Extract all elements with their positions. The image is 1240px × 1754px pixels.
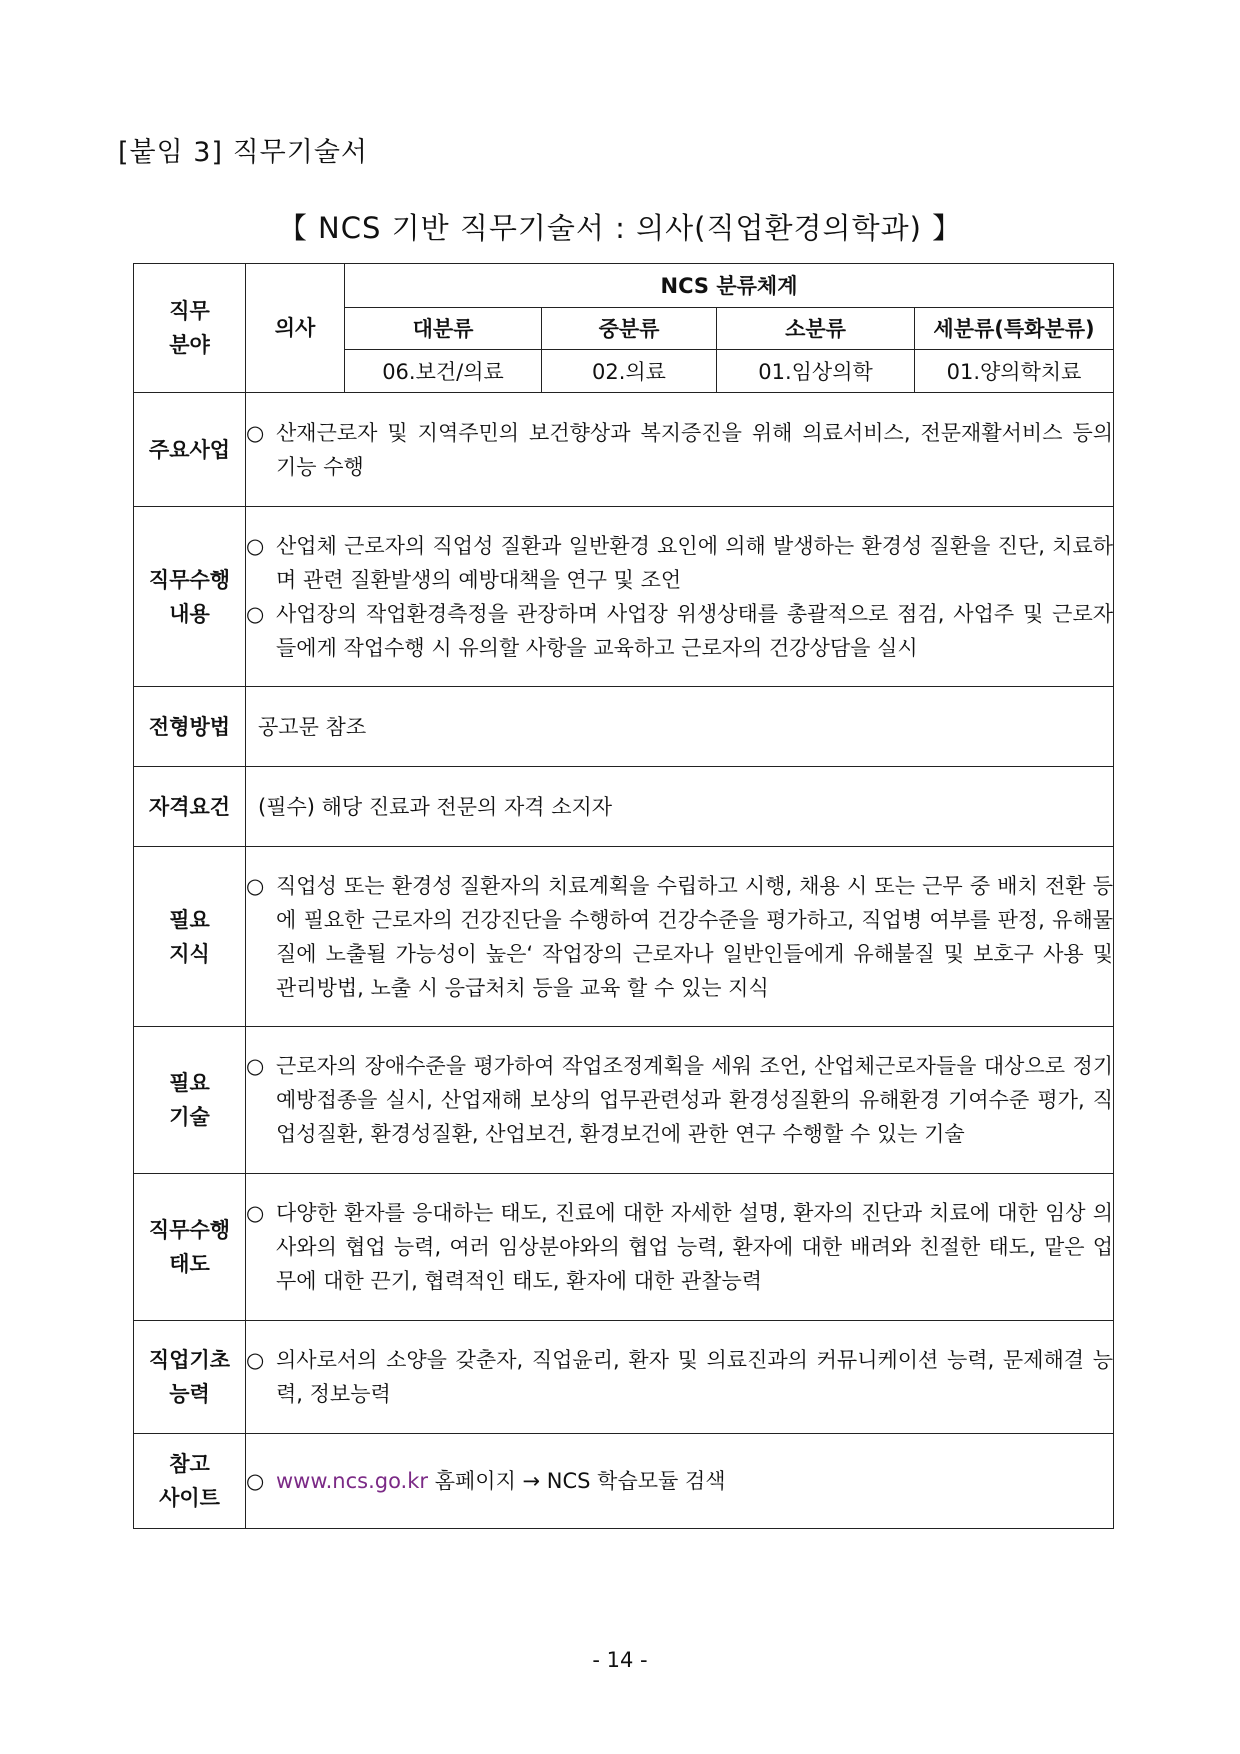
row-label-qualification: 자격요건 [134, 767, 246, 847]
row-label-reference: 참고 사이트 [134, 1434, 246, 1529]
value-detail: 01.양의학치료 [915, 350, 1114, 393]
ncs-site-link[interactable]: www.ncs.go.kr [276, 1469, 429, 1493]
list-item: ○ 근로자의 장애수준을 평가하여 작업조정계획을 세워 조언, 산업체근로자들을 대상으로 정기예방접종을 실시, 산업재해 보상의 업무관련성과 환경성질환의 유해환경 기여수준 평가, 직업성질환, 환경성질환, 산업보건, 환경보건에 관한 연구 수행할 수 있는 기술 [246, 1054, 1114, 1146]
column-middle: 중분류 [542, 308, 717, 350]
row-label-skills: 필요 기술 [134, 1027, 246, 1174]
knowledge-content [246, 847, 1114, 1027]
row-label-attitude: 직무수행 태도 [134, 1174, 246, 1321]
duties-content [246, 507, 1114, 687]
main-business-content [246, 393, 1114, 507]
reference-text: 홈페이지 → NCS 학습모듈 검색 [428, 1469, 726, 1493]
job-description-table [133, 263, 1114, 1529]
basic-competency-content [246, 1321, 1114, 1434]
list-item: ○ 의사로서의 소양을 갖춘자, 직업윤리, 환자 및 의료진과의 커뮤니케이션 능력, 문제해결 능력, 정보능력 [246, 1348, 1114, 1406]
value-minor: 01.임상의학 [717, 350, 915, 393]
column-major: 대분류 [345, 308, 542, 350]
value-major: 06.보건/의료 [345, 350, 542, 393]
skills-content [246, 1027, 1114, 1174]
reference-content [246, 1434, 1114, 1529]
list-item: ○ 직업성 또는 환경성 질환자의 치료계획을 수립하고 시행, 채용 시 또는 근무 중 배치 전환 등에 필요한 근로자의 건강진단을 수행하여 건강수준을 평가하고, 직업병 여부를 판정, 유해물질에 노출될 가능성이 높은‘ 작업장의 근로자나 일반인들에게 유해불질 및 보호구 사용 및 관리방법, 노출 시 응급처치 등을 교육 할 수 있는 지식 [246, 873, 1114, 1000]
ncs-system-header: NCS 분류체계 [345, 264, 1114, 308]
qualification-content: (필수) 해당 진료과 전문의 자격 소지자 [246, 767, 1114, 847]
attachment-label: [붙임 3] 직무기술서 [118, 137, 368, 168]
list-item: ○ www.ncs.go.kr 홈페이지 → NCS 학습모듈 검색 [246, 1469, 726, 1493]
row-label-selection: 전형방법 [134, 687, 246, 767]
list-item: ○ 사업장의 작업환경측정을 관장하며 사업장 위생상태를 총괄적으로 점검, 사업주 및 근로자들에게 작업수행 시 유의할 사항을 교육하고 근로자의 건강상담을 실시 [246, 601, 1114, 660]
job-field-label: 직무 분야 [134, 264, 246, 393]
list-item: ○ 산재근로자 및 지역주민의 보건향상과 복지증진을 위해 의료서비스, 전문재활서비스 등의 기능 수행 [246, 420, 1114, 479]
row-label-duties: 직무수행 내용 [134, 507, 246, 687]
document-title: 【 NCS 기반 직무기술서 : 의사(직업환경의학과) 】 [277, 211, 963, 245]
list-item: ○ 다양한 환자를 응대하는 태도, 진료에 대한 자세한 설명, 환자의 진단과 치료에 대한 임상 의사와의 협업 능력, 여러 임상분야와의 협업 능력, 환자에 대한 배려와 친절한 태도, 맡은 업무에 대한 끈기, 협력적인 태도, 환자에 대한 관찰능력 [246, 1201, 1114, 1293]
row-label-main-business: 주요사업 [134, 393, 246, 507]
column-minor: 소분류 [717, 308, 915, 350]
job-title: 의사 [246, 264, 345, 393]
row-label-basic-competency: 직업기초 능력 [134, 1321, 246, 1434]
value-middle: 02.의료 [542, 350, 717, 393]
page-number: - 14 - [592, 1648, 648, 1672]
row-label-knowledge: 필요 지식 [134, 847, 246, 1027]
list-item: ○ 산업체 근로자의 직업성 질환과 일반환경 요인에 의해 발생하는 환경성 질환을 진단, 치료하며 관련 질환발생의 예방대책을 연구 및 조언 [246, 533, 1114, 592]
attitude-content [246, 1174, 1114, 1321]
selection-content: 공고문 참조 [246, 687, 1114, 767]
column-detail: 세분류(특화분류) [915, 308, 1114, 350]
